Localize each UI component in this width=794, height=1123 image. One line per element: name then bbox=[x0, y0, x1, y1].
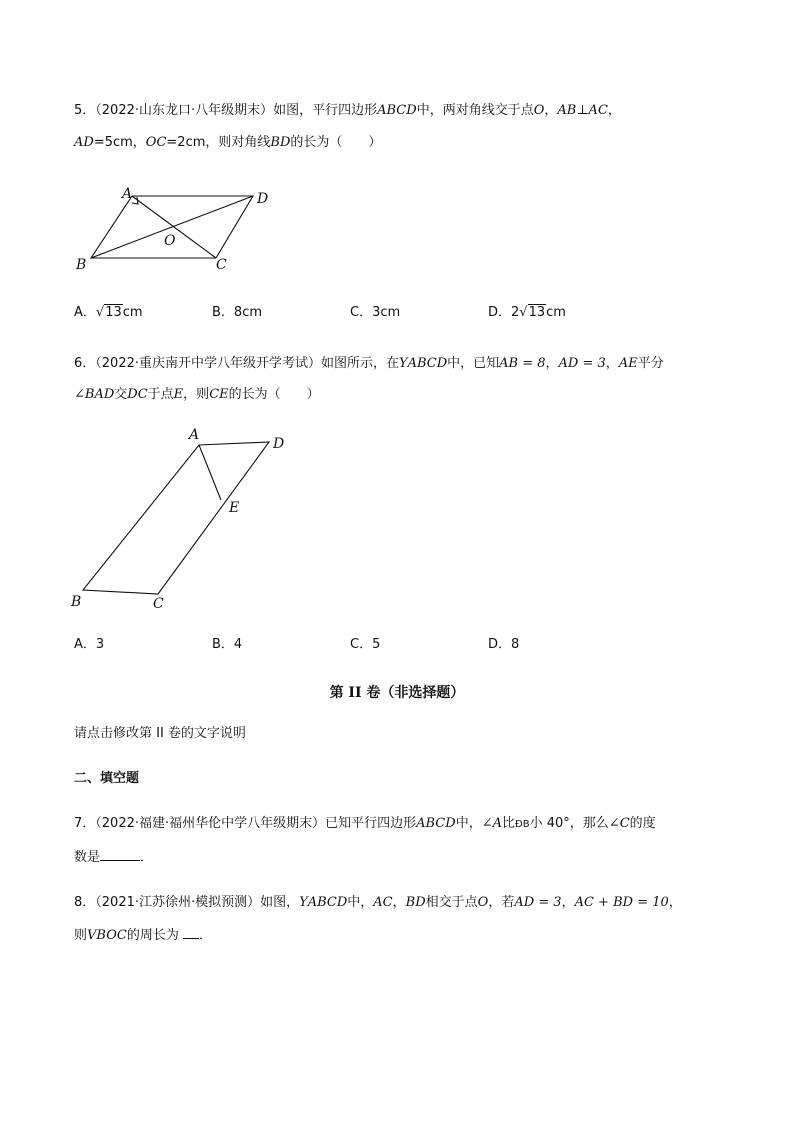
q8-ad: AD = 3 bbox=[514, 895, 562, 910]
q5-label-a: A bbox=[122, 186, 133, 202]
q8-text: ，若 bbox=[488, 895, 515, 910]
q7-text: 小 40°，那么 bbox=[529, 816, 609, 831]
q5-text: 中，两对角线交于点 bbox=[416, 103, 534, 118]
q6-text: 于点 bbox=[147, 387, 174, 402]
q5-perp: AB⊥AC bbox=[557, 103, 608, 118]
q6-label-a: A bbox=[189, 427, 200, 443]
q6-text: ，则 bbox=[183, 387, 210, 402]
q8-abcd: ΥABCD bbox=[299, 895, 348, 910]
q8-triangle-boc: VBOC bbox=[87, 928, 127, 943]
q5-parallelogram-figure bbox=[70, 183, 280, 273]
part2-note[interactable]: 请点击修改第 II 卷的文字说明 bbox=[74, 726, 246, 741]
q6-text: 的长为（ ） bbox=[228, 387, 320, 402]
q5-label-d: D bbox=[257, 191, 269, 207]
q5-point-o: O bbox=[533, 103, 545, 118]
q5-label-o: O bbox=[164, 233, 176, 249]
q8-text: ， bbox=[561, 895, 575, 910]
q8-text: 中， bbox=[347, 895, 374, 910]
q5-text: ， bbox=[607, 103, 621, 118]
q8-text: ． bbox=[198, 928, 212, 943]
q6-line-2 bbox=[74, 387, 320, 403]
q7-text: 中， bbox=[455, 816, 482, 831]
q7-text: ． bbox=[140, 850, 154, 865]
q8-text: 则 bbox=[74, 928, 88, 943]
radicand: 13 bbox=[105, 305, 122, 320]
q5-option-d: D．2√13cm bbox=[488, 305, 566, 320]
q6-label-d: D bbox=[273, 436, 285, 452]
q5-text: 的长为（ ） bbox=[290, 135, 382, 150]
q8-sum: AC + BD = 10 bbox=[574, 895, 669, 910]
option-label: D．2 bbox=[488, 305, 520, 320]
q6-text: 平分 bbox=[637, 356, 664, 371]
q8-text: ， bbox=[668, 895, 682, 910]
q7-angle-a: ∠A bbox=[481, 816, 502, 831]
q8-point-o: O bbox=[477, 895, 489, 910]
q6-ae: AE bbox=[618, 356, 638, 371]
q7-angle-c: ∠C bbox=[608, 816, 630, 831]
q5-line-2 bbox=[74, 135, 381, 151]
q5-ad: AD bbox=[74, 135, 94, 150]
q7-abcd: ABCD bbox=[416, 816, 456, 831]
q7-line-1 bbox=[74, 816, 656, 833]
q6-option-b: B．4 bbox=[212, 637, 243, 652]
q7-text: 7．（2022·福建·福州华伦中学八年级期末）已知平行四边形 bbox=[74, 816, 417, 831]
q6-point-e: E bbox=[173, 387, 184, 402]
q5-option-a: A．√13cm bbox=[74, 305, 143, 320]
q5-text: ， bbox=[544, 103, 558, 118]
q8-text: 8．（2021·江苏徐州·模拟预测）如图， bbox=[74, 895, 300, 910]
q6-label-c: C bbox=[153, 596, 164, 612]
q8-answer-blank[interactable] bbox=[183, 926, 199, 939]
radicand: 13 bbox=[528, 305, 546, 320]
q5-text: =2cm，则对角线 bbox=[166, 135, 271, 150]
q6-ce: CE bbox=[209, 387, 229, 402]
q8-line-2 bbox=[74, 926, 212, 944]
q8-bd: BD bbox=[405, 895, 426, 910]
q5-option-b: B．8cm bbox=[212, 305, 263, 320]
q8-line-1 bbox=[74, 895, 682, 911]
unit: cm bbox=[122, 305, 143, 320]
q8-text: 相交于点 bbox=[425, 895, 478, 910]
option-label: A． bbox=[74, 305, 96, 320]
q6-option-c: C．5 bbox=[350, 637, 381, 652]
q5-option-c: C．3cm bbox=[350, 305, 401, 320]
q6-ab: AB = 8 bbox=[499, 356, 546, 371]
q5-oc: OC bbox=[145, 135, 167, 150]
q6-angle-bad: ∠BAD bbox=[74, 387, 115, 402]
part2-title: 第 II 卷（非选择题） bbox=[329, 685, 465, 701]
q7-angle-b: ÐB bbox=[515, 819, 530, 830]
q6-label-e: E bbox=[229, 500, 240, 516]
q6-text: 交 bbox=[114, 387, 128, 402]
q8-text: 的周长为 bbox=[126, 928, 179, 943]
section-fill-in-heading: 二、填空题 bbox=[74, 771, 140, 786]
q6-line-1 bbox=[74, 356, 664, 372]
q8-ac: AC bbox=[373, 895, 393, 910]
q6-text: ， bbox=[605, 356, 619, 371]
q5-label-c: C bbox=[216, 257, 227, 273]
q5-label-b: B bbox=[76, 257, 87, 273]
q5-abcd: ABCD bbox=[377, 103, 417, 118]
q6-ad: AD = 3 bbox=[558, 356, 606, 371]
q5-text: 5．（2022·山东龙口·八年级期末）如图，平行四边形 bbox=[74, 103, 378, 118]
q7-answer-blank[interactable] bbox=[100, 848, 140, 861]
unit: cm bbox=[546, 305, 566, 320]
q6-text: 6．（2022·重庆南开中学八年级开学考试）如图所示，在 bbox=[74, 356, 399, 371]
q6-text: 中，已知 bbox=[447, 356, 500, 371]
q6-option-d: D．8 bbox=[488, 637, 520, 652]
q6-parallelogram-figure bbox=[64, 424, 296, 616]
q5-text: =5cm， bbox=[93, 135, 146, 150]
q6-text: ， bbox=[545, 356, 559, 371]
q6-dc: DC bbox=[127, 387, 148, 402]
q5-line-1 bbox=[74, 103, 621, 119]
q6-label-b: B bbox=[71, 594, 82, 610]
q7-line-2 bbox=[74, 848, 153, 866]
q5-bd: BD bbox=[270, 135, 291, 150]
q7-text: 数是 bbox=[74, 850, 101, 865]
q6-option-a: A．3 bbox=[74, 637, 105, 652]
q7-text: 比 bbox=[501, 816, 515, 831]
q6-abcd: ΥABCD bbox=[399, 356, 448, 371]
q8-text: ， bbox=[392, 895, 406, 910]
q7-text: 的度 bbox=[629, 816, 656, 831]
